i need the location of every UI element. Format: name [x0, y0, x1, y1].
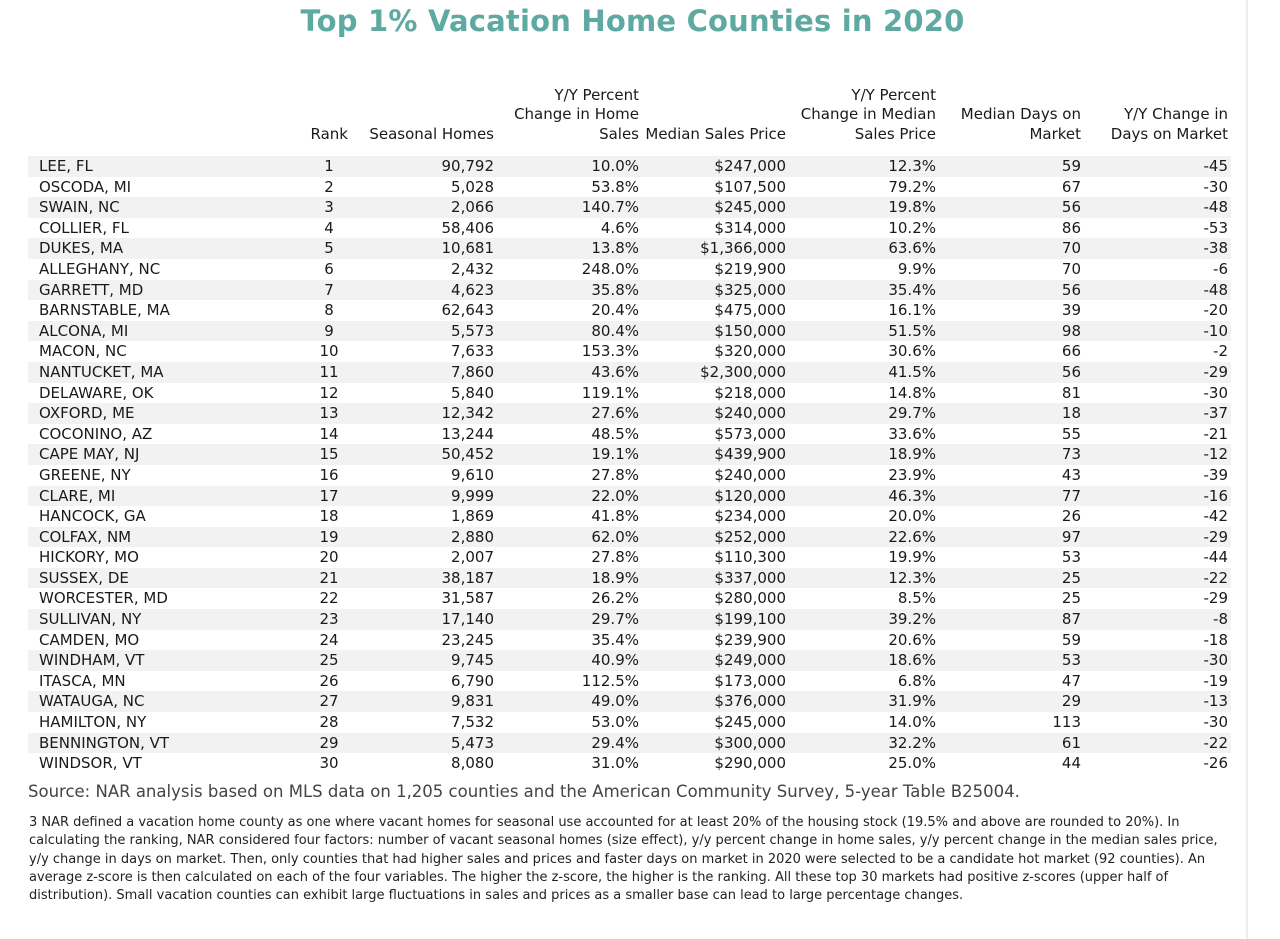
home-sales-change-cell: 27.6% [591, 404, 639, 423]
county-cell: GREENE, NY [39, 465, 131, 484]
median-price-cell: $245,000 [714, 713, 786, 732]
table-row [28, 506, 1231, 527]
home-sales-change-cell: 20.4% [591, 301, 639, 320]
seasonal-homes-cell: 9,610 [451, 465, 494, 484]
table-row [28, 156, 1231, 177]
seasonal-homes-cell: 2,432 [451, 259, 494, 278]
median-price-cell: $247,000 [714, 157, 786, 175]
days-change-cell: -10 [1203, 321, 1228, 340]
table-row [28, 177, 1231, 198]
days-on-market-cell: 56 [1061, 280, 1081, 299]
median-price-change-cell: 8.5% [897, 589, 936, 608]
median-price-change-cell: 14.8% [888, 383, 936, 402]
days-on-market-cell: 56 [1061, 198, 1081, 217]
county-cell: HAMILTON, NY [39, 713, 147, 732]
median-price-cell: $239,900 [714, 630, 786, 649]
table-row [28, 588, 1231, 609]
seasonal-homes-cell: 12,342 [441, 404, 494, 423]
home-sales-change-cell: 62.0% [591, 527, 639, 546]
county-cell: BARNSTABLE, MA [39, 301, 170, 320]
days-on-market-cell: 66 [1061, 342, 1081, 361]
median-price-cell: $325,000 [714, 280, 786, 299]
days-on-market-cell: 44 [1061, 754, 1081, 773]
county-cell: ALCONA, MI [39, 321, 129, 340]
days-on-market-cell: 25 [1061, 589, 1081, 608]
table-row [28, 403, 1231, 424]
days-on-market-cell: 70 [1061, 239, 1081, 258]
days-change-cell: -12 [1203, 445, 1228, 464]
county-cell: LEE, FL [39, 157, 93, 175]
table-row [28, 341, 1231, 362]
home-sales-change-cell: 112.5% [581, 671, 639, 690]
table-row [28, 259, 1231, 280]
county-cell: COCONINO, AZ [39, 424, 153, 443]
column-header-seasonal-homes: Seasonal Homes [369, 124, 494, 143]
rank-cell: 6 [324, 259, 334, 278]
rank-cell: 15 [319, 445, 339, 464]
seasonal-homes-cell: 38,187 [441, 568, 494, 587]
median-price-cell: $337,000 [714, 568, 786, 587]
days-on-market-cell: 77 [1061, 486, 1081, 505]
rank-cell: 12 [319, 383, 339, 402]
median-price-change-cell: 10.2% [888, 218, 936, 237]
county-cell: WATAUGA, NC [39, 692, 145, 711]
days-change-cell: -30 [1203, 713, 1228, 732]
rank-cell: 30 [319, 754, 339, 773]
seasonal-homes-cell: 4,623 [451, 280, 494, 299]
table-row [28, 568, 1231, 589]
days-on-market-cell: 70 [1061, 259, 1081, 278]
days-change-cell: -2 [1213, 342, 1228, 361]
rank-cell: 4 [324, 218, 334, 237]
table-row [28, 383, 1231, 404]
table-row [28, 218, 1231, 239]
home-sales-change-cell: 248.0% [581, 259, 639, 278]
median-price-change-cell: 12.3% [888, 157, 936, 175]
days-on-market-cell: 86 [1061, 218, 1081, 237]
days-change-cell: -39 [1203, 465, 1228, 484]
median-price-cell: $1,366,000 [700, 239, 786, 258]
county-cell: WORCESTER, MD [39, 589, 168, 608]
table-row [28, 609, 1231, 630]
days-change-cell: -19 [1203, 671, 1228, 690]
column-header-yy-home-sales: Y/Y Percent Change in Home Sales [514, 85, 639, 143]
rank-cell: 28 [319, 713, 339, 732]
seasonal-homes-cell: 2,066 [451, 198, 494, 217]
days-on-market-cell: 98 [1061, 321, 1081, 340]
median-price-change-cell: 46.3% [888, 486, 936, 505]
rank-cell: 19 [319, 527, 339, 546]
days-change-cell: -30 [1203, 651, 1228, 670]
median-price-cell: $120,000 [714, 486, 786, 505]
rank-cell: 20 [319, 548, 339, 567]
county-cell: BENNINGTON, VT [39, 733, 170, 752]
table-row [28, 547, 1231, 568]
median-price-cell: $280,000 [714, 589, 786, 608]
table-row [28, 300, 1231, 321]
table-row [28, 753, 1231, 774]
county-cell: DUKES, MA [39, 239, 124, 258]
home-sales-change-cell: 140.7% [581, 198, 639, 217]
table-row [28, 671, 1231, 692]
median-price-change-cell: 41.5% [888, 362, 936, 381]
median-price-cell: $252,000 [714, 527, 786, 546]
median-price-change-cell: 31.9% [888, 692, 936, 711]
days-change-cell: -20 [1203, 301, 1228, 320]
seasonal-homes-cell: 9,831 [451, 692, 494, 711]
footnote: 3 NAR defined a vacation home county as one where vacant homes for seasonal use accounted for at least 20% of the housing stock (19.5% and above are rounded to 20%). In calculating the ranking, NAR considered four factors: number of vacant seasonal homes (size effect), y/y percent change in home sales, y/y percent change in the median sales price, y/y change in days on market. Then, only counties that had higher sales and prices and faster days on market in 2020 were selected to be a candidate hot market (92 counties). An average z-score is then calculated on each of the four variables. The higher the z-score, the higher is the ranking. All these top 30 markets had positive z-scores (upper half of distribution). Small vacation counties can exhibit large fluctuations in sales and prices as a smaller base can lead to large percentage changes. [29, 815, 1218, 904]
rank-cell: 16 [319, 465, 339, 484]
table-row [28, 197, 1231, 218]
median-price-cell: $234,000 [714, 507, 786, 526]
days-change-cell: -37 [1203, 404, 1228, 423]
county-cell: CLARE, MI [39, 486, 116, 505]
days-on-market-cell: 53 [1061, 651, 1081, 670]
median-price-cell: $320,000 [714, 342, 786, 361]
days-change-cell: -16 [1203, 486, 1228, 505]
days-change-cell: -6 [1213, 259, 1228, 278]
median-price-change-cell: 63.6% [888, 239, 936, 258]
seasonal-homes-cell: 17,140 [441, 610, 494, 629]
median-price-cell: $150,000 [714, 321, 786, 340]
home-sales-change-cell: 153.3% [581, 342, 639, 361]
days-on-market-cell: 113 [1052, 713, 1081, 732]
table-row [28, 733, 1231, 754]
median-price-change-cell: 39.2% [888, 610, 936, 629]
median-price-cell: $199,100 [714, 610, 786, 629]
median-price-cell: $2,300,000 [700, 362, 786, 381]
rank-cell: 25 [319, 651, 339, 670]
table-row [28, 444, 1231, 465]
home-sales-change-cell: 31.0% [591, 754, 639, 773]
rank-cell: 18 [319, 507, 339, 526]
median-price-cell: $240,000 [714, 404, 786, 423]
seasonal-homes-cell: 13,244 [441, 424, 494, 443]
median-price-cell: $245,000 [714, 198, 786, 217]
median-price-change-cell: 33.6% [888, 424, 936, 443]
days-on-market-cell: 43 [1061, 465, 1081, 484]
median-price-cell: $173,000 [714, 671, 786, 690]
days-on-market-cell: 59 [1061, 630, 1081, 649]
seasonal-homes-cell: 2,007 [451, 548, 494, 567]
county-cell: ITASCA, MN [39, 671, 126, 690]
page-title: Top 1% Vacation Home Counties in 2020 [300, 4, 965, 38]
median-price-change-cell: 9.9% [897, 259, 936, 278]
county-cell: OXFORD, ME [39, 404, 135, 423]
county-cell: CAPE MAY, NJ [39, 445, 140, 464]
county-cell: COLFAX, NM [39, 527, 132, 546]
median-price-change-cell: 20.0% [888, 507, 936, 526]
table-row [28, 238, 1231, 259]
days-on-market-cell: 56 [1061, 362, 1081, 381]
seasonal-homes-cell: 1,869 [451, 507, 494, 526]
county-cell: OSCODA, MI [39, 177, 132, 196]
days-on-market-cell: 25 [1061, 568, 1081, 587]
seasonal-homes-cell: 9,999 [451, 486, 494, 505]
days-on-market-cell: 29 [1061, 692, 1081, 711]
home-sales-change-cell: 48.5% [591, 424, 639, 443]
median-price-cell: $249,000 [714, 651, 786, 670]
median-price-change-cell: 29.7% [888, 404, 936, 423]
home-sales-change-cell: 29.4% [591, 733, 639, 752]
days-change-cell: -42 [1203, 507, 1228, 526]
seasonal-homes-cell: 50,452 [441, 445, 494, 464]
county-cell: GARRETT, MD [39, 280, 144, 299]
days-change-cell: -45 [1203, 157, 1228, 175]
source-note: Source: NAR analysis based on MLS data on 1,205 counties and the American Community Survey, 5-year Table B25004. [28, 782, 1020, 801]
column-header-yy-days-change: Y/Y Change in Days on Market [1110, 105, 1228, 143]
county-cell: WINDSOR, VT [39, 754, 142, 773]
home-sales-change-cell: 27.8% [591, 465, 639, 484]
seasonal-homes-cell: 8,080 [451, 754, 494, 773]
county-cell: HICKORY, MO [39, 548, 139, 567]
rank-cell: 2 [324, 177, 334, 196]
seasonal-homes-cell: 90,792 [441, 157, 494, 175]
table-row [28, 486, 1231, 507]
days-on-market-cell: 67 [1061, 177, 1081, 196]
days-change-cell: -44 [1203, 548, 1228, 567]
home-sales-change-cell: 80.4% [591, 321, 639, 340]
rank-cell: 21 [319, 568, 339, 587]
median-price-cell: $218,000 [714, 383, 786, 402]
county-cell: SWAIN, NC [39, 198, 120, 217]
seasonal-homes-cell: 23,245 [441, 630, 494, 649]
county-cell: MACON, NC [39, 342, 127, 361]
home-sales-change-cell: 49.0% [591, 692, 639, 711]
median-price-cell: $219,900 [714, 259, 786, 278]
median-price-change-cell: 12.3% [888, 568, 936, 587]
column-header-yy-median-price: Y/Y Percent Change in Median Sales Price [800, 85, 936, 143]
table-row [28, 280, 1231, 301]
median-price-cell: $240,000 [714, 465, 786, 484]
home-sales-change-cell: 35.8% [591, 280, 639, 299]
median-price-change-cell: 19.9% [888, 548, 936, 567]
vacation-counties-table [28, 58, 1231, 774]
rank-cell: 10 [319, 342, 339, 361]
seasonal-homes-cell: 58,406 [441, 218, 494, 237]
rank-cell: 29 [319, 733, 339, 752]
table-row [28, 362, 1231, 383]
column-header-rank: Rank [310, 124, 348, 143]
median-price-change-cell: 16.1% [888, 301, 936, 320]
days-on-market-cell: 47 [1061, 671, 1081, 690]
rank-cell: 11 [319, 362, 339, 381]
days-change-cell: -38 [1203, 239, 1228, 258]
seasonal-homes-cell: 5,840 [451, 383, 494, 402]
column-header-median-price: Median Sales Price [645, 124, 786, 143]
rank-cell: 9 [324, 321, 334, 340]
home-sales-change-cell: 4.6% [600, 218, 639, 237]
rank-cell: 22 [319, 589, 339, 608]
seasonal-homes-cell: 7,860 [451, 362, 494, 381]
seasonal-homes-cell: 5,028 [451, 177, 494, 196]
seasonal-homes-cell: 62,643 [441, 301, 494, 320]
median-price-cell: $107,500 [714, 177, 786, 196]
seasonal-homes-cell: 31,587 [441, 589, 494, 608]
county-cell: NANTUCKET, MA [39, 362, 164, 381]
rank-cell: 23 [319, 610, 339, 629]
table-body [28, 156, 1231, 774]
median-price-cell: $439,900 [714, 445, 786, 464]
median-price-change-cell: 20.6% [888, 630, 936, 649]
median-price-cell: $573,000 [714, 424, 786, 443]
table-row [28, 465, 1231, 486]
days-change-cell: -30 [1203, 383, 1228, 402]
column-header-median-days: Median Days on Market [960, 105, 1081, 143]
median-price-cell: $110,300 [714, 548, 786, 567]
home-sales-change-cell: 18.9% [591, 568, 639, 587]
seasonal-homes-cell: 2,880 [451, 527, 494, 546]
county-cell: SULLIVAN, NY [39, 610, 142, 629]
days-change-cell: -8 [1213, 610, 1228, 629]
median-price-change-cell: 18.9% [888, 445, 936, 464]
median-price-change-cell: 35.4% [888, 280, 936, 299]
seasonal-homes-cell: 10,681 [441, 239, 494, 258]
median-price-cell: $314,000 [714, 218, 786, 237]
home-sales-change-cell: 41.8% [591, 507, 639, 526]
days-change-cell: -29 [1203, 589, 1228, 608]
rank-cell: 1 [324, 157, 334, 175]
days-change-cell: -18 [1203, 630, 1228, 649]
seasonal-homes-cell: 5,573 [451, 321, 494, 340]
median-price-change-cell: 79.2% [888, 177, 936, 196]
days-on-market-cell: 87 [1061, 610, 1081, 629]
days-change-cell: -22 [1203, 733, 1228, 752]
median-price-change-cell: 18.6% [888, 651, 936, 670]
seasonal-homes-cell: 7,532 [451, 713, 494, 732]
days-change-cell: -30 [1203, 177, 1228, 196]
median-price-change-cell: 23.9% [888, 465, 936, 484]
rank-cell: 8 [324, 301, 334, 320]
seasonal-homes-cell: 7,633 [451, 342, 494, 361]
days-on-market-cell: 39 [1061, 301, 1081, 320]
seasonal-homes-cell: 6,790 [451, 671, 494, 690]
table-row [28, 650, 1231, 671]
table-row [28, 424, 1231, 445]
home-sales-change-cell: 10.0% [591, 157, 639, 175]
home-sales-change-cell: 35.4% [591, 630, 639, 649]
home-sales-change-cell: 19.1% [591, 445, 639, 464]
home-sales-change-cell: 53.8% [591, 177, 639, 196]
days-on-market-cell: 18 [1061, 404, 1081, 423]
county-cell: COLLIER, FL [39, 218, 129, 237]
home-sales-change-cell: 119.1% [581, 383, 639, 402]
median-price-change-cell: 19.8% [888, 198, 936, 217]
county-cell: ALLEGHANY, NC [39, 259, 161, 278]
days-on-market-cell: 81 [1061, 383, 1081, 402]
rank-cell: 17 [319, 486, 339, 505]
rank-cell: 27 [319, 692, 339, 711]
table-row [28, 321, 1231, 342]
days-change-cell: -48 [1203, 198, 1228, 217]
seasonal-homes-cell: 9,745 [451, 651, 494, 670]
rank-cell: 5 [324, 239, 334, 258]
page-edge-rule [1246, 0, 1248, 939]
median-price-cell: $376,000 [714, 692, 786, 711]
median-price-change-cell: 14.0% [888, 713, 936, 732]
rank-cell: 26 [319, 671, 339, 690]
seasonal-homes-cell: 5,473 [451, 733, 494, 752]
median-price-change-cell: 51.5% [888, 321, 936, 340]
days-change-cell: -22 [1203, 568, 1228, 587]
median-price-cell: $290,000 [714, 754, 786, 773]
median-price-change-cell: 6.8% [897, 671, 936, 690]
home-sales-change-cell: 43.6% [591, 362, 639, 381]
days-on-market-cell: 55 [1061, 424, 1081, 443]
rank-cell: 3 [324, 198, 334, 217]
days-change-cell: -13 [1203, 692, 1228, 711]
median-price-cell: $475,000 [714, 301, 786, 320]
rank-cell: 7 [324, 280, 334, 299]
table-row [28, 630, 1231, 651]
median-price-cell: $300,000 [714, 733, 786, 752]
county-cell: HANCOCK, GA [39, 507, 146, 526]
median-price-change-cell: 25.0% [888, 754, 936, 773]
county-cell: SUSSEX, DE [39, 568, 129, 587]
rank-cell: 13 [319, 404, 339, 423]
home-sales-change-cell: 29.7% [591, 610, 639, 629]
days-on-market-cell: 73 [1061, 445, 1081, 464]
home-sales-change-cell: 26.2% [591, 589, 639, 608]
days-on-market-cell: 26 [1061, 507, 1081, 526]
days-on-market-cell: 61 [1061, 733, 1081, 752]
days-on-market-cell: 97 [1061, 527, 1081, 546]
rank-cell: 24 [319, 630, 339, 649]
county-cell: DELAWARE, OK [39, 383, 154, 402]
rank-cell: 14 [319, 424, 339, 443]
days-change-cell: -29 [1203, 362, 1228, 381]
days-change-cell: -29 [1203, 527, 1228, 546]
home-sales-change-cell: 13.8% [591, 239, 639, 258]
county-cell: CAMDEN, MO [39, 630, 140, 649]
days-change-cell: -21 [1203, 424, 1228, 443]
table-row [28, 691, 1231, 712]
median-price-change-cell: 30.6% [888, 342, 936, 361]
table-header-row [28, 58, 1231, 156]
home-sales-change-cell: 22.0% [591, 486, 639, 505]
days-change-cell: -48 [1203, 280, 1228, 299]
days-change-cell: -53 [1203, 218, 1228, 237]
days-on-market-cell: 59 [1061, 157, 1081, 175]
column-header-county [28, 58, 298, 156]
table-row [28, 527, 1231, 548]
home-sales-change-cell: 27.8% [591, 548, 639, 567]
county-cell: WINDHAM, VT [39, 651, 145, 670]
table-row [28, 712, 1231, 733]
days-on-market-cell: 53 [1061, 548, 1081, 567]
median-price-change-cell: 22.6% [888, 527, 936, 546]
home-sales-change-cell: 53.0% [591, 713, 639, 732]
home-sales-change-cell: 40.9% [591, 651, 639, 670]
median-price-change-cell: 32.2% [888, 733, 936, 752]
days-change-cell: -26 [1203, 754, 1228, 773]
